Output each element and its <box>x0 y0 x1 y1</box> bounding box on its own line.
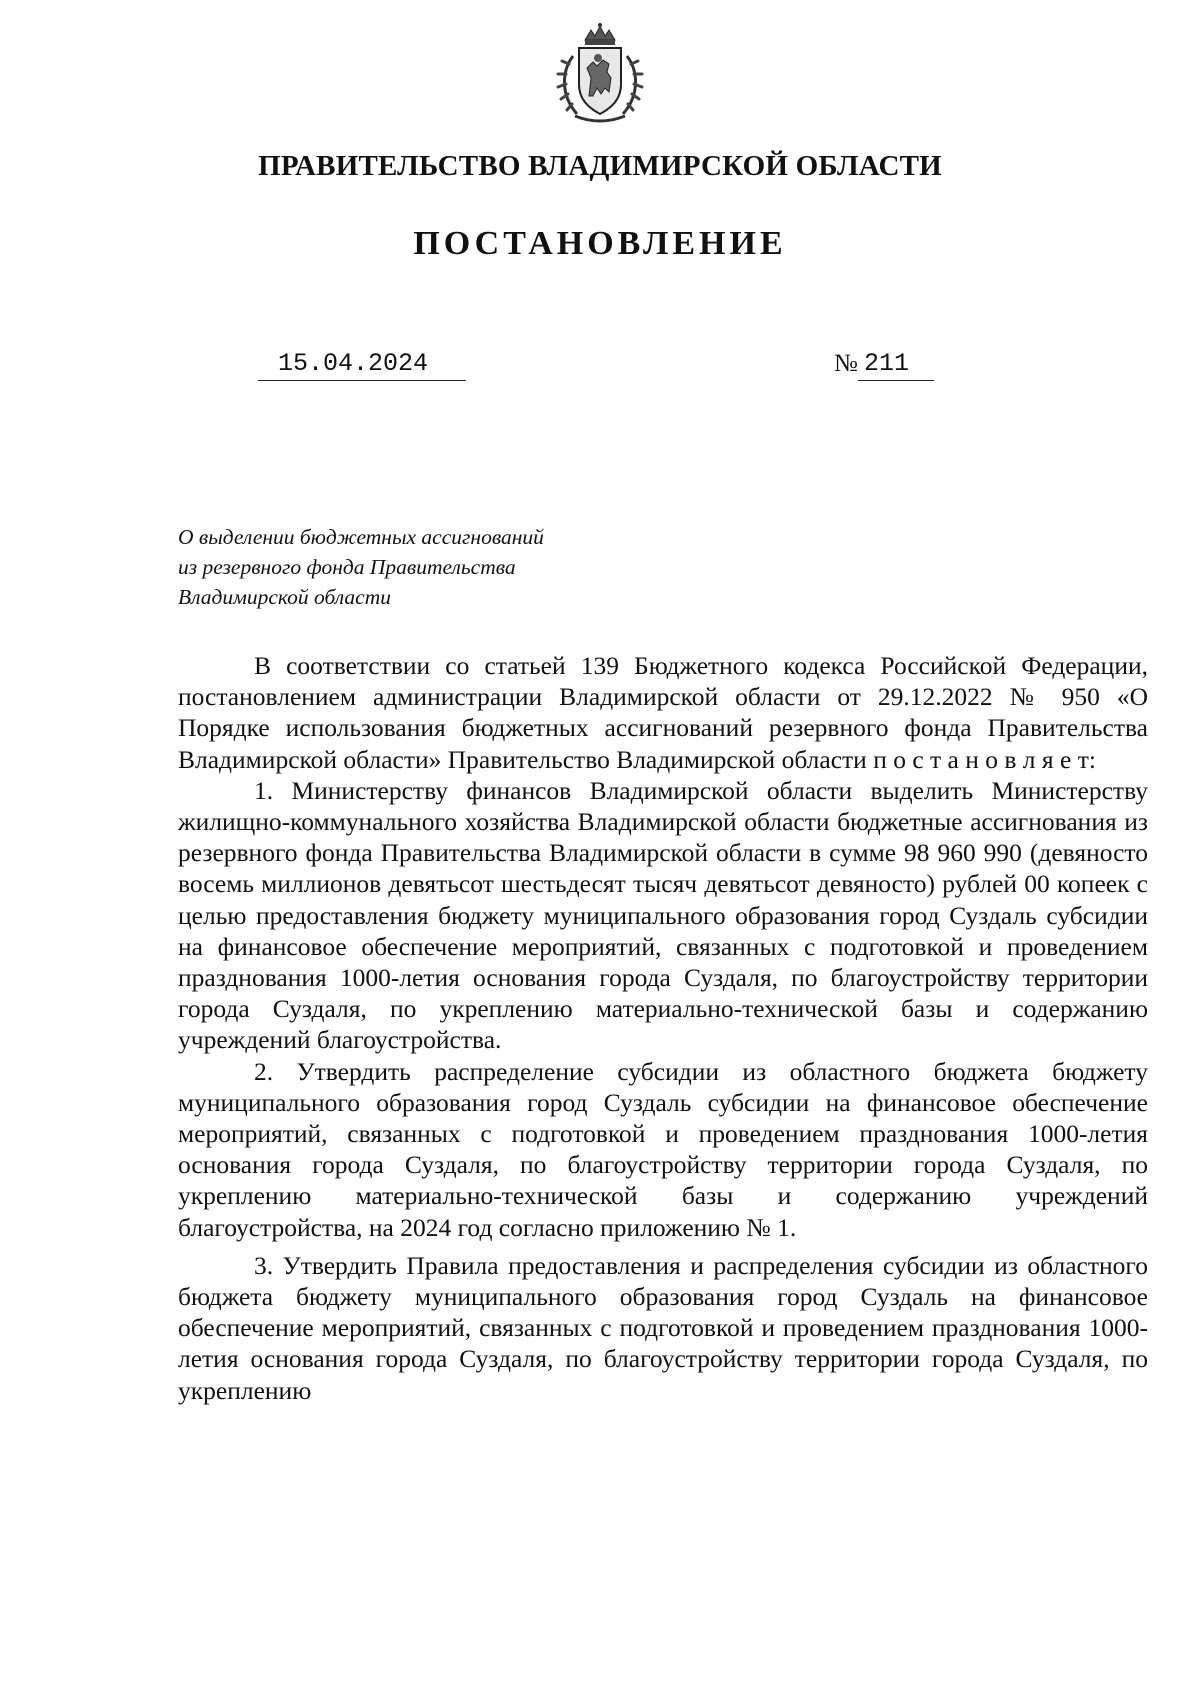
item-1-paragraph: 1. Министерству финансов Владимирской области выделить Министерству жилищно-коммунального хозяйства Владимирской области бюджетные ассигнования из резервного фонда Правительства Владимирской области в сумме 98 960 990 (девяносто восемь миллионов девятьсот шестьдесят тысяч девятьсот девяносто) рублей 00 копеек с целью предоставления бюджету муниципального образования город Суздаль субсидии на финансовое обеспечение мероприятий, связанных с подготовкой и проведением празднования 1000-летия основания города Суздаля, по благоустройству территории города Суздаля, по укреплению материально-технической базы и содержанию учреждений благоустройства. <box>178 775 1148 1055</box>
document-body <box>178 650 1148 1406</box>
subject-line: из резервного фонда Правительства <box>178 555 516 579</box>
document-type: ПОСТАНОВЛЕНИЕ <box>413 225 787 262</box>
date-field <box>258 350 466 381</box>
subject-line: О выделении бюджетных ассигнований <box>178 525 544 549</box>
government-title: ПРАВИТЕЛЬСТВО ВЛАДИМИРСКОЙ ОБЛАСТИ <box>258 150 942 182</box>
document-subject <box>178 522 544 612</box>
coat-of-arms-icon <box>551 22 649 126</box>
item-2-paragraph: 2. Утвердить распределение субсидии из областного бюджета бюджету муниципального образования город Суздаль субсидии на финансовое обеспечение мероприятий, связанных с подготовкой и проведением празднования 1000-летия основания города Суздаля, по благоустройству территории города Суздаля, по укреплению материально-технической базы и содержанию учреждений благоустройства, на 2024 год согласно приложению № 1. <box>178 1056 1148 1242</box>
subject-line: Владимирской области <box>178 585 391 609</box>
document-date: 15.04.2024 <box>278 349 429 378</box>
number-sign: № <box>834 350 858 377</box>
preamble-paragraph: В соответствии со статьей 139 Бюджетного кодекса Российской Федерации, постановлением администрации Владимирской области от 29.12.2022 № 950 «О Порядке использования бюджетных ассигнований резервного фонда Правительства Владимирской области» Правительство Владимирской области п о с т а н о в л я е т: <box>178 651 1148 774</box>
item-3-paragraph: 3. Утвердить Правила предоставления и распределения субсидии из областного бюджета бюджету муниципального образования город Суздаль на финансовое обеспечение мероприятий, связанных с подготовкой и проведением празднования 1000-летия основания города Суздаля, по благоустройству территории города Суздаля, по укреплению <box>178 1250 1148 1405</box>
number-field <box>858 350 934 381</box>
document-number: 211 <box>864 349 910 378</box>
